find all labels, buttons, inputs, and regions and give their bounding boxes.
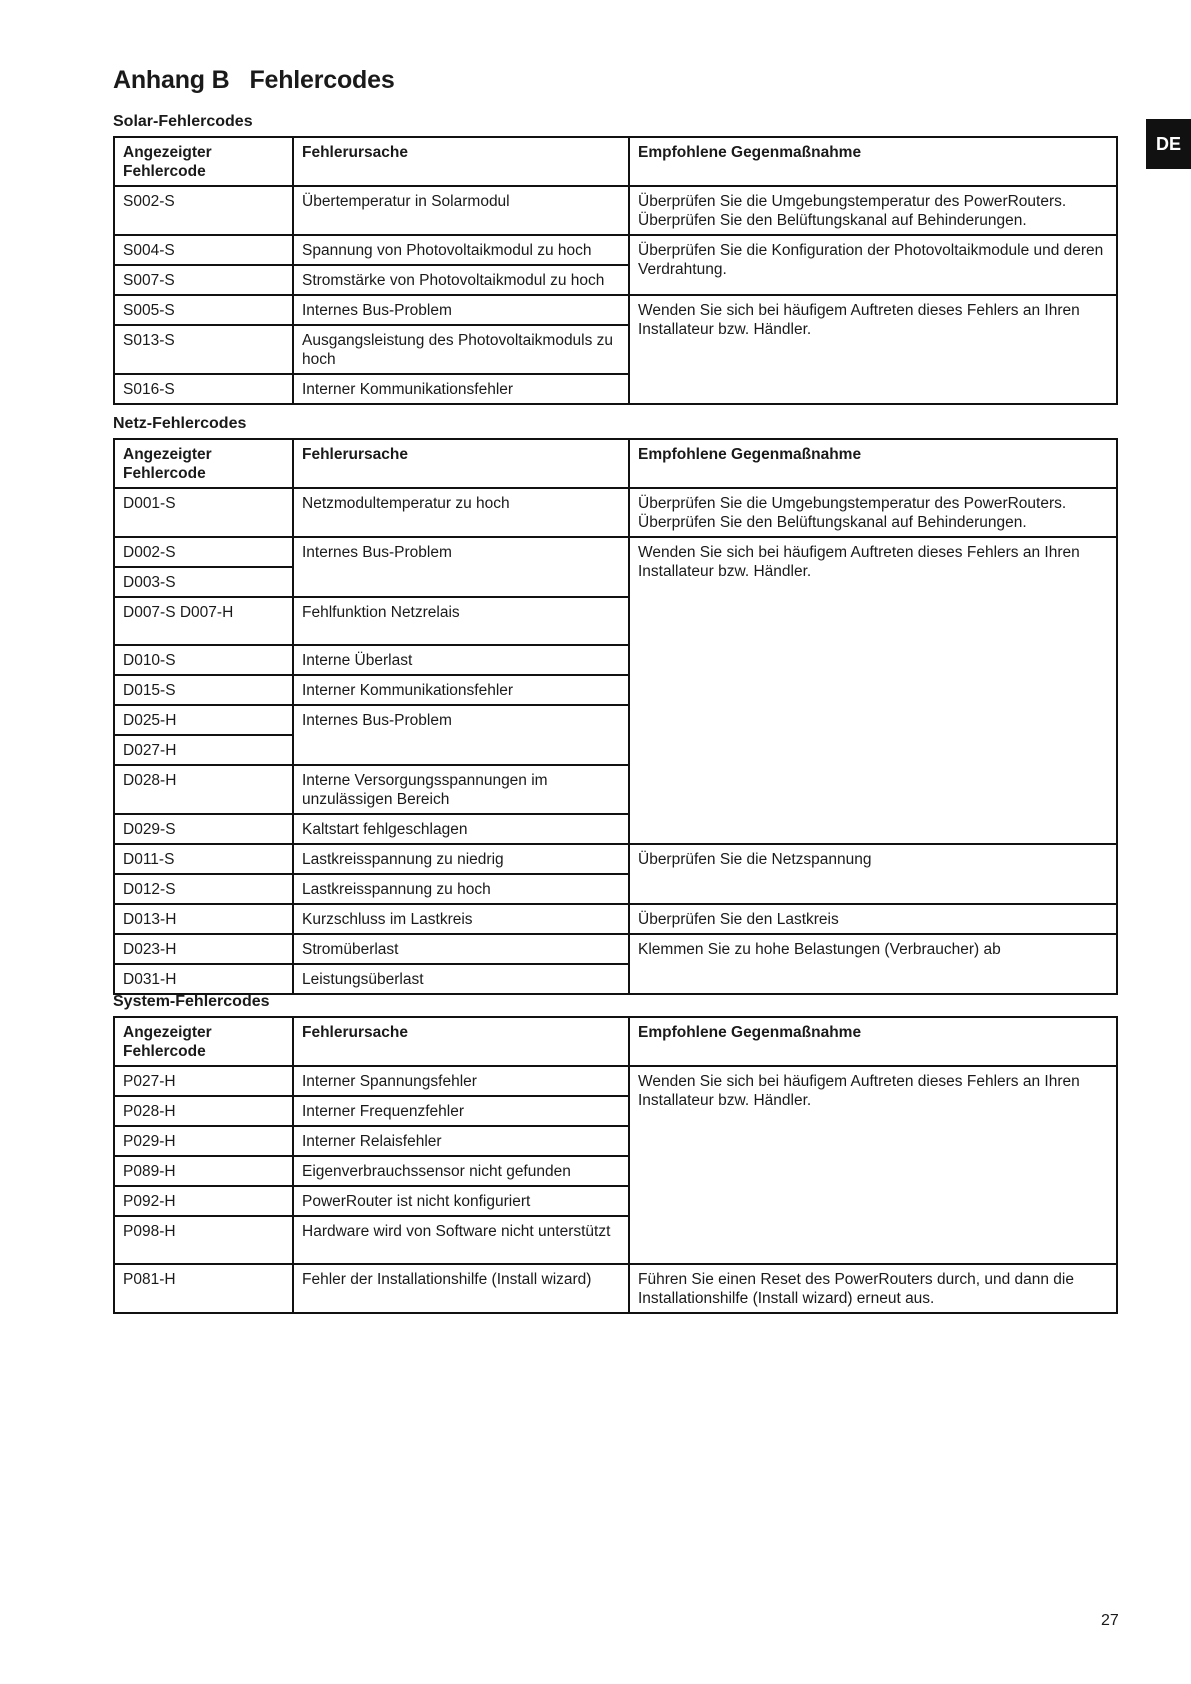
grid-section-title: Netz-Fehlercodes [113, 415, 247, 432]
error-code: D023-H [114, 934, 293, 964]
error-cause: Stromstärke von Photovoltaikmodul zu hoch [293, 265, 629, 295]
system-section-title: System-Fehlercodes [113, 993, 270, 1010]
error-action: Führen Sie einen Reset des PowerRouters durch, und dann die Installationshilfe (Install wizard) erneut aus. [629, 1264, 1117, 1313]
table-header-row [114, 439, 1117, 488]
error-code: D015-S [114, 675, 293, 705]
error-code: S005-S [114, 295, 293, 325]
error-code: D029-S [114, 814, 293, 844]
error-code: D028-H [114, 765, 293, 814]
table-row [114, 844, 1117, 874]
error-cause: Interner Kommunikationsfehler [293, 675, 629, 705]
error-cause: Netzmodultemperatur zu hoch [293, 488, 629, 537]
error-cause: Kurzschluss im Lastkreis [293, 904, 629, 934]
error-cause: Interne Überlast [293, 645, 629, 675]
error-cause: Lastkreisspannung zu niedrig [293, 844, 629, 874]
error-action: Überprüfen Sie die Konfiguration der Photovoltaikmodule und deren Verdrahtung. [629, 235, 1117, 295]
error-action: Wenden Sie sich bei häufigem Auftreten dieses Fehlers an Ihren Installateur bzw. Händler. [629, 295, 1117, 404]
error-cause: Internes Bus-Problem [293, 705, 629, 765]
error-cause: Interner Spannungsfehler [293, 1066, 629, 1096]
error-cause: Internes Bus-Problem [293, 537, 629, 597]
table-row [114, 1264, 1117, 1313]
table-row [114, 488, 1117, 537]
error-cause: Spannung von Photovoltaikmodul zu hoch [293, 235, 629, 265]
error-code: P028-H [114, 1096, 293, 1126]
error-cause: Kaltstart fehlgeschlagen [293, 814, 629, 844]
error-action: Überprüfen Sie die Umgebungstemperatur des PowerRouters. Überprüfen Sie den Belüftungskanal auf Behinderungen. [629, 186, 1117, 235]
error-code: P081-H [114, 1264, 293, 1313]
table-row [114, 295, 1117, 325]
error-cause: Ausgangsleistung des Photovoltaikmoduls zu hoch [293, 325, 629, 374]
error-code: D010-S [114, 645, 293, 675]
error-cause: Internes Bus-Problem [293, 295, 629, 325]
error-cause: Interner Frequenzfehler [293, 1096, 629, 1126]
error-cause: Interne Versorgungsspannungen im unzulässigen Bereich [293, 765, 629, 814]
page-title [113, 66, 395, 95]
table-row [114, 235, 1117, 265]
appendix-label: Anhang B [113, 66, 230, 94]
col-header-cause: Fehlerursache [293, 137, 629, 186]
error-code: D003-S [114, 567, 293, 597]
table-header-row [114, 137, 1117, 186]
error-code: S007-S [114, 265, 293, 295]
error-cause: Fehlfunktion Netzrelais [293, 597, 629, 645]
error-code: D031-H [114, 964, 293, 994]
grid-error-table [113, 438, 1118, 995]
error-code: S004-S [114, 235, 293, 265]
col-header-action: Empfohlene Gegenmaßnahme [629, 1017, 1117, 1066]
solar-section-title: Solar-Fehlercodes [113, 113, 253, 130]
col-header-action: Empfohlene Gegenmaßnahme [629, 137, 1117, 186]
appendix-title: Fehlercodes [249, 66, 395, 94]
table-header-row [114, 1017, 1117, 1066]
error-action: Wenden Sie sich bei häufigem Auftreten dieses Fehlers an Ihren Installateur bzw. Händler. [629, 537, 1117, 844]
error-code: S002-S [114, 186, 293, 235]
col-header-code: Angezeigter Fehlercode [114, 1017, 293, 1066]
solar-error-table [113, 136, 1118, 405]
error-code: D007-S D007-H [114, 597, 293, 645]
error-cause: Übertemperatur in Solarmodul [293, 186, 629, 235]
error-code: D002-S [114, 537, 293, 567]
table-row [114, 186, 1117, 235]
error-cause: Interner Kommunikationsfehler [293, 374, 629, 404]
error-code: D012-S [114, 874, 293, 904]
error-action: Wenden Sie sich bei häufigem Auftreten dieses Fehlers an Ihren Installateur bzw. Händler. [629, 1066, 1117, 1264]
error-code: P089-H [114, 1156, 293, 1186]
table-row [114, 537, 1117, 567]
table-row [114, 904, 1117, 934]
error-code: D027-H [114, 735, 293, 765]
col-header-cause: Fehlerursache [293, 439, 629, 488]
error-code: D013-H [114, 904, 293, 934]
error-cause: Hardware wird von Software nicht unterstützt [293, 1216, 629, 1264]
col-header-cause: Fehlerursache [293, 1017, 629, 1066]
error-action: Klemmen Sie zu hohe Belastungen (Verbraucher) ab [629, 934, 1117, 994]
error-cause: Eigenverbrauchssensor nicht gefunden [293, 1156, 629, 1186]
error-code: P027-H [114, 1066, 293, 1096]
error-cause: Stromüberlast [293, 934, 629, 964]
table-row [114, 934, 1117, 964]
error-code: P098-H [114, 1216, 293, 1264]
error-cause: Lastkreisspannung zu hoch [293, 874, 629, 904]
error-code: D011-S [114, 844, 293, 874]
table-row [114, 1066, 1117, 1096]
col-header-code: Angezeigter Fehlercode [114, 439, 293, 488]
error-code: P029-H [114, 1126, 293, 1156]
col-header-action: Empfohlene Gegenmaßnahme [629, 439, 1117, 488]
error-cause: PowerRouter ist nicht konfiguriert [293, 1186, 629, 1216]
error-code: D025-H [114, 705, 293, 735]
error-code: S016-S [114, 374, 293, 404]
error-cause: Leistungsüberlast [293, 964, 629, 994]
error-action: Überprüfen Sie die Netzspannung [629, 844, 1117, 904]
page-number: 27 [1101, 1612, 1119, 1629]
error-action: Überprüfen Sie die Umgebungstemperatur des PowerRouters. Überprüfen Sie den Belüftungskanal auf Behinderungen. [629, 488, 1117, 537]
error-cause: Fehler der Installationshilfe (Install wizard) [293, 1264, 629, 1313]
language-tab: DE [1146, 119, 1191, 169]
error-code: S013-S [114, 325, 293, 374]
error-code: P092-H [114, 1186, 293, 1216]
error-action: Überprüfen Sie den Lastkreis [629, 904, 1117, 934]
error-code: D001-S [114, 488, 293, 537]
system-error-table [113, 1016, 1118, 1314]
error-cause: Interner Relaisfehler [293, 1126, 629, 1156]
col-header-code: Angezeigter Fehlercode [114, 137, 293, 186]
